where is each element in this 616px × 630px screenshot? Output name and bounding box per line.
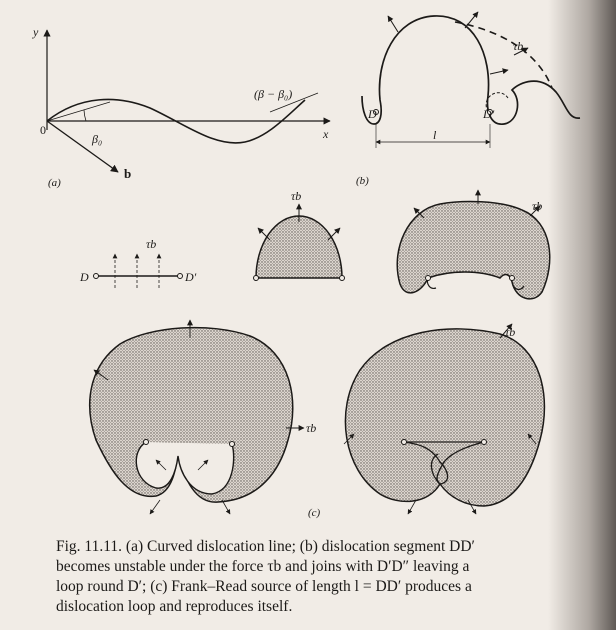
semicircular-loop — [256, 216, 342, 278]
force-label-1: τb — [146, 237, 157, 251]
panel-b-label: (b) — [356, 175, 369, 187]
force-label-2: τb — [291, 189, 302, 203]
semicircle-pin-left — [254, 276, 259, 281]
burgers-vector-arrow — [47, 121, 118, 172]
caption-line-4: dislocation loop and reproduces itself. — [56, 598, 293, 615]
beta0-arc — [84, 110, 86, 121]
large-loop-right-outer — [345, 329, 544, 506]
expanding-loop — [397, 202, 550, 299]
x-axis-label: x — [323, 127, 329, 141]
bean-pin-left — [426, 276, 431, 281]
figure-caption — [56, 537, 576, 617]
caption-line-1: Fig. 11.11. (a) Curved dislocation line; (b) dislocation segment DD′ — [56, 538, 475, 555]
force-arrow-l6 — [150, 500, 160, 514]
panel-c-label: (c) — [308, 507, 321, 519]
large-loop-left-inner — [136, 442, 233, 494]
force-arrow-3 — [490, 70, 508, 74]
panel-a-label: (a) — [48, 177, 61, 189]
large-right-pin-d — [402, 440, 407, 445]
pin-d — [94, 274, 99, 279]
large-left-pin-d — [144, 440, 149, 445]
point-d-prime-label: D′ — [483, 107, 495, 121]
bean-pin-right — [510, 276, 515, 281]
large-right-pin-d-prime — [482, 440, 487, 445]
angle-label: (β − β₀) — [254, 87, 293, 101]
force-label-3: τb — [532, 199, 543, 213]
burgers-vector-label: b — [124, 166, 132, 181]
panel-c — [79, 189, 550, 519]
panel-a — [32, 25, 330, 189]
force-label-4: τb — [306, 421, 317, 435]
force-arrow-1 — [388, 16, 398, 32]
pin-d-label: D — [80, 270, 89, 284]
pin-d-prime-label: D′ — [185, 270, 197, 284]
semicircle-pin-right — [340, 276, 345, 281]
point-d-label: D — [368, 107, 377, 121]
dashed-new-position — [455, 22, 552, 88]
tangent-line — [47, 102, 110, 121]
dislocation-loop — [362, 16, 489, 124]
panel-b — [356, 12, 580, 187]
caption-line-3: loop round D′; (c) Frank–Read source of length l = DD′ produces a — [56, 578, 472, 595]
origin-label: 0 — [40, 123, 46, 137]
large-left-pin-d-prime — [230, 442, 235, 447]
y-axis-label: y — [33, 25, 39, 39]
beta0-label: β₀ — [92, 132, 103, 146]
force-arrow-l7 — [222, 500, 230, 514]
length-label: l — [433, 128, 437, 142]
caption-line-2: becomes unstable under the force τb and joins with D′D″ leaving a — [56, 558, 470, 575]
dislocation-continuation — [488, 81, 580, 124]
pin-d-prime — [178, 274, 183, 279]
force-label-5: τb — [505, 325, 516, 339]
force-label: τb — [513, 39, 524, 53]
